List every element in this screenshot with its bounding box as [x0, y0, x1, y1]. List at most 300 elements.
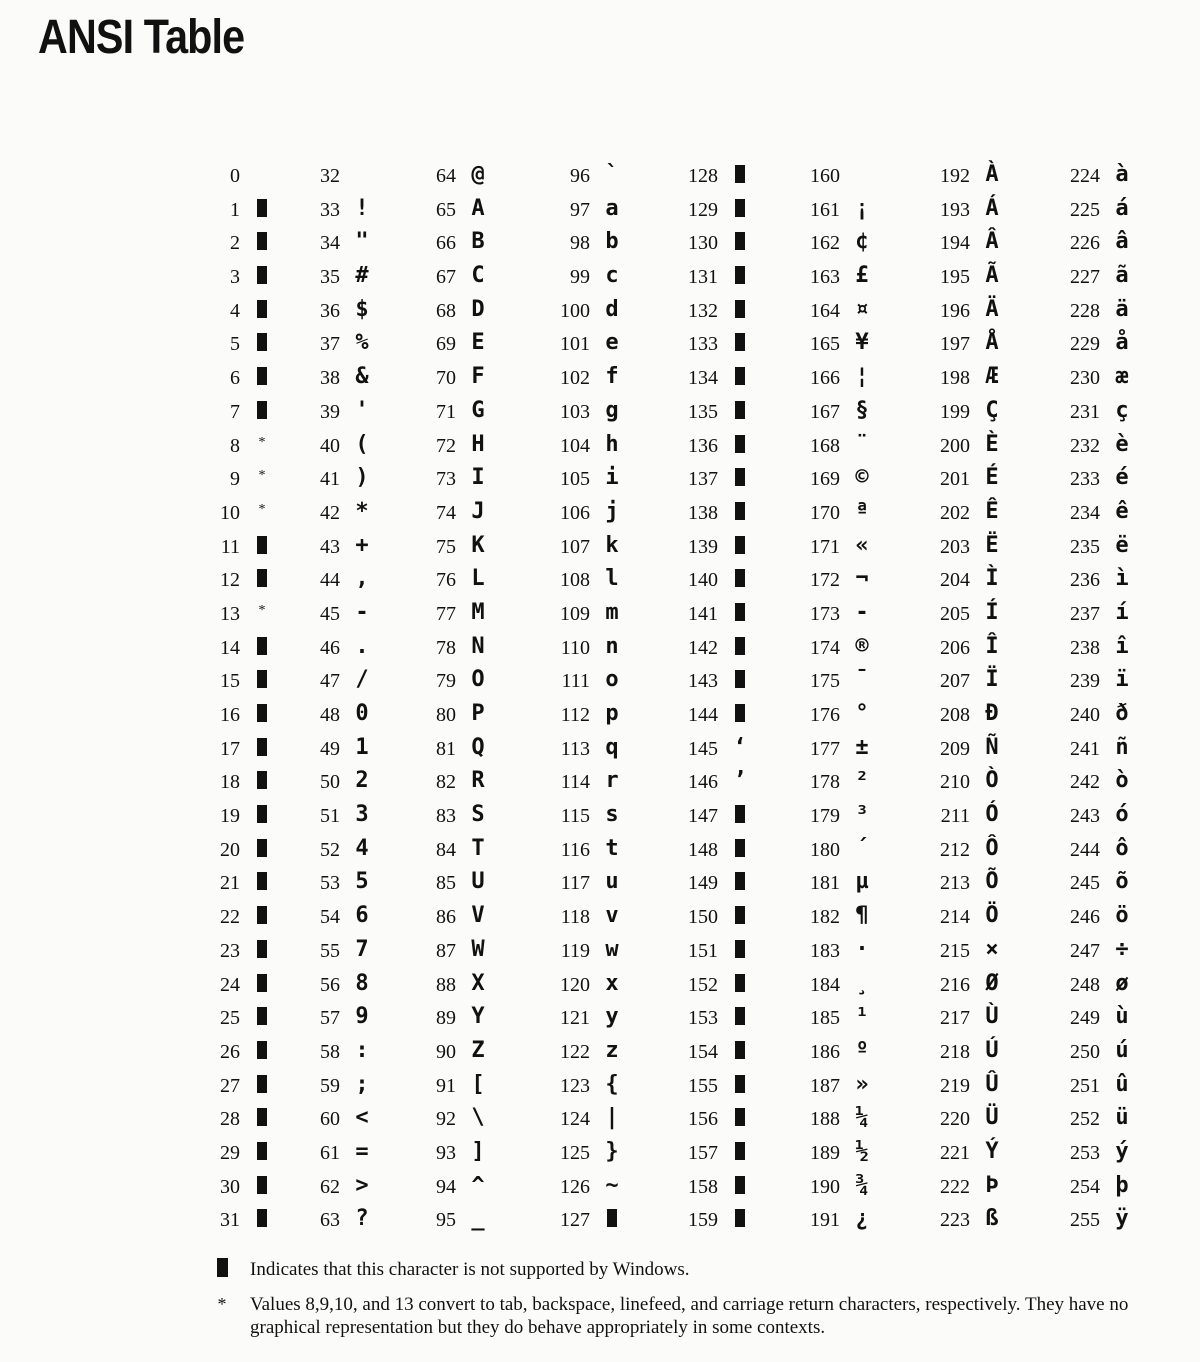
- unsupported-marker-icon: [212, 1258, 232, 1279]
- char-code: 52: [320, 838, 340, 861]
- char-code: 246: [1070, 906, 1100, 929]
- char-glyph: Æ: [985, 364, 999, 390]
- char-code: 29: [220, 1141, 240, 1164]
- char-code: 184: [810, 973, 840, 996]
- table-row: [1050, 295, 1200, 329]
- table-row: [1050, 699, 1200, 733]
- char-glyph: ±: [855, 734, 869, 760]
- char-code: 9: [230, 468, 240, 491]
- unsupported-char-icon: [248, 1105, 276, 1131]
- table-column: [1050, 160, 1200, 1238]
- char-glyph: |: [605, 1105, 619, 1131]
- char-code: 45: [320, 602, 340, 625]
- char-glyph: 9: [355, 1004, 369, 1030]
- char-code: 48: [320, 704, 340, 726]
- char-code: 108: [560, 569, 590, 592]
- char-code: 49: [320, 737, 340, 760]
- char-code: 8: [230, 434, 240, 457]
- char-glyph: î: [1115, 633, 1129, 659]
- char-glyph: N: [471, 633, 485, 659]
- char-code: 76: [436, 569, 456, 592]
- char-code: 89: [436, 1007, 456, 1030]
- char-code: 183: [810, 939, 840, 962]
- char-glyph: °: [855, 701, 869, 726]
- char-glyph: (: [355, 431, 369, 457]
- unsupported-char-icon: [726, 1206, 754, 1232]
- char-code: 167: [810, 400, 840, 423]
- char-glyph: ¨: [855, 431, 869, 457]
- char-code: 127: [560, 1209, 590, 1232]
- char-code: 97: [570, 198, 590, 221]
- char-code: 57: [320, 1007, 340, 1030]
- char-glyph: s: [605, 802, 619, 828]
- unsupported-char-icon: [248, 1206, 276, 1232]
- char-code: 208: [940, 704, 970, 726]
- char-glyph: J: [471, 498, 485, 524]
- legend-unsupported-text: Indicates that this character is not supported by Windows.: [250, 1259, 690, 1280]
- char-code: 226: [1070, 232, 1100, 255]
- char-glyph: *: [258, 501, 266, 517]
- char-glyph: 0: [355, 701, 369, 726]
- unsupported-char-icon: [248, 229, 276, 255]
- char-glyph: U: [471, 869, 485, 895]
- char-glyph: æ: [1115, 364, 1129, 390]
- char-glyph: D: [471, 296, 485, 322]
- char-glyph: :: [355, 1037, 369, 1063]
- unsupported-char-icon: [726, 600, 754, 626]
- char-code: 50: [320, 771, 340, 794]
- char-glyph: ÷: [1115, 936, 1129, 962]
- char-glyph: Î: [985, 633, 999, 659]
- char-code: 162: [810, 232, 840, 255]
- char-glyph: â: [1115, 229, 1129, 255]
- char-code: 223: [940, 1209, 970, 1232]
- char-code: 132: [688, 299, 718, 322]
- unsupported-char-icon: [726, 364, 754, 390]
- char-glyph: ï: [1115, 667, 1129, 693]
- unsupported-char-icon: [726, 1173, 754, 1199]
- unsupported-char-icon: [726, 398, 754, 424]
- char-code: 180: [810, 838, 840, 861]
- unsupported-char-icon: [598, 1206, 626, 1232]
- char-code: 68: [436, 299, 456, 322]
- char-code: 229: [1070, 333, 1100, 356]
- unsupported-char-icon: [248, 836, 276, 862]
- char-glyph: Ù: [985, 1004, 999, 1030]
- char-code: 168: [810, 434, 840, 457]
- table-row: [1050, 766, 1200, 800]
- char-code: 91: [436, 1074, 456, 1097]
- char-code: 64: [436, 165, 456, 187]
- char-code: 21: [220, 872, 240, 895]
- char-code: 201: [940, 468, 970, 491]
- char-code: 216: [940, 973, 970, 996]
- unsupported-char-icon: [726, 802, 754, 828]
- char-code: 195: [940, 266, 970, 289]
- char-glyph: *: [355, 498, 369, 524]
- unsupported-char-icon: [248, 1072, 276, 1098]
- char-code: 90: [436, 1040, 456, 1063]
- char-glyph: I: [471, 465, 485, 491]
- char-glyph: F: [471, 364, 485, 390]
- char-code: 51: [320, 805, 340, 828]
- char-code: 164: [810, 299, 840, 322]
- unsupported-char-icon: [248, 869, 276, 895]
- char-code: 158: [688, 1175, 718, 1198]
- char-code: 203: [940, 535, 970, 558]
- char-code: 110: [560, 636, 590, 659]
- char-glyph: w: [605, 936, 619, 962]
- unsupported-char-icon: [726, 263, 754, 289]
- table-row: [1050, 463, 1200, 497]
- char-code: 141: [688, 602, 718, 625]
- char-code: 55: [320, 939, 340, 962]
- char-code: 186: [810, 1040, 840, 1063]
- char-code: 11: [220, 535, 240, 558]
- char-code: 46: [320, 636, 340, 659]
- char-glyph: ©: [855, 465, 869, 491]
- char-code: 79: [436, 670, 456, 693]
- char-code: 86: [436, 906, 456, 929]
- char-glyph: Õ: [985, 869, 999, 895]
- char-glyph: ,: [355, 566, 369, 592]
- char-code: 70: [436, 367, 456, 390]
- char-code: 219: [940, 1074, 970, 1097]
- char-code: 35: [320, 266, 340, 289]
- char-glyph: A: [471, 195, 485, 221]
- char-glyph: /: [355, 667, 369, 693]
- char-code: 98: [570, 232, 590, 255]
- char-code: 62: [320, 1175, 340, 1198]
- char-code: 20: [220, 838, 240, 861]
- char-code: 122: [560, 1040, 590, 1063]
- char-code: 224: [1070, 165, 1100, 187]
- char-glyph: 6: [355, 903, 369, 929]
- char-glyph: Ê: [985, 498, 999, 524]
- table-row: [1050, 497, 1200, 531]
- unsupported-char-icon: [726, 196, 754, 222]
- char-code: 101: [560, 333, 590, 356]
- char-code: 217: [940, 1007, 970, 1030]
- table-row: [1050, 935, 1200, 969]
- char-code: 82: [436, 771, 456, 794]
- legend-unsupported: [212, 1258, 1162, 1281]
- table-row: [1050, 733, 1200, 767]
- char-glyph: ê: [1115, 498, 1129, 524]
- char-glyph: ®: [855, 633, 869, 659]
- char-code: 225: [1070, 198, 1100, 221]
- char-code: 131: [688, 266, 718, 289]
- char-code: 31: [220, 1209, 240, 1232]
- char-glyph: R: [471, 768, 485, 794]
- char-glyph: 5: [355, 869, 369, 895]
- unsupported-char-icon: [726, 162, 754, 188]
- char-code: 41: [320, 468, 340, 491]
- char-glyph: û: [1115, 1071, 1129, 1097]
- char-code: 240: [1070, 704, 1100, 726]
- char-glyph: ’: [733, 768, 747, 794]
- unsupported-char-icon: [248, 263, 276, 289]
- char-glyph: n: [605, 633, 619, 659]
- char-code: 137: [688, 468, 718, 491]
- char-code: 4: [230, 299, 240, 322]
- char-code: 214: [940, 906, 970, 929]
- char-glyph: í: [1115, 599, 1129, 625]
- char-glyph: å: [1115, 330, 1129, 356]
- char-glyph: K: [471, 532, 485, 558]
- char-glyph: 7: [355, 936, 369, 962]
- char-glyph: 1: [355, 734, 369, 760]
- char-code: 241: [1070, 737, 1100, 760]
- char-code: 211: [940, 805, 970, 828]
- char-code: 204: [940, 569, 970, 592]
- char-glyph: ½: [855, 1138, 869, 1164]
- char-code: 100: [560, 299, 590, 322]
- char-code: 105: [560, 468, 590, 491]
- char-code: 243: [1070, 805, 1100, 828]
- legend-control-chars: [212, 1293, 1162, 1339]
- char-code: 99: [570, 266, 590, 289]
- char-code: 92: [436, 1108, 456, 1131]
- char-glyph: y: [605, 1004, 619, 1030]
- char-glyph: ß: [985, 1206, 999, 1232]
- char-glyph: ²: [855, 768, 869, 794]
- char-code: 23: [220, 939, 240, 962]
- unsupported-char-icon: [248, 735, 276, 761]
- unsupported-char-icon: [726, 634, 754, 660]
- page-title: ANSI Table: [38, 11, 245, 64]
- char-glyph: ³: [855, 802, 869, 828]
- char-glyph: ¡: [855, 195, 869, 221]
- char-code: 152: [688, 973, 718, 996]
- char-code: 61: [320, 1141, 340, 1164]
- char-code: 96: [570, 165, 590, 187]
- char-code: 199: [940, 400, 970, 423]
- char-glyph: B: [471, 229, 485, 255]
- char-code: 118: [560, 906, 590, 929]
- char-glyph: ¬: [855, 566, 869, 592]
- char-glyph: Â: [985, 229, 999, 255]
- char-code: 147: [688, 805, 718, 828]
- char-glyph: Ï: [985, 667, 999, 693]
- char-code: 80: [436, 704, 456, 726]
- table-row: [1050, 362, 1200, 396]
- char-code: 248: [1070, 973, 1100, 996]
- char-code: 254: [1070, 1175, 1100, 1198]
- char-glyph: ": [355, 229, 369, 255]
- char-code: 212: [940, 838, 970, 861]
- char-glyph: }: [605, 1138, 619, 1164]
- char-code: 160: [810, 165, 840, 187]
- char-code: 200: [940, 434, 970, 457]
- char-code: 135: [688, 400, 718, 423]
- char-code: 123: [560, 1074, 590, 1097]
- table-row: [1050, 531, 1200, 565]
- char-code: 166: [810, 367, 840, 390]
- char-glyph: À: [985, 162, 999, 187]
- char-code: 33: [320, 198, 340, 221]
- char-code: 161: [810, 198, 840, 221]
- char-code: 169: [810, 468, 840, 491]
- char-glyph: o: [605, 667, 619, 693]
- char-code: 32: [320, 165, 340, 187]
- unsupported-char-icon: [726, 533, 754, 559]
- unsupported-char-icon: [726, 1072, 754, 1098]
- char-glyph: i: [605, 465, 619, 491]
- char-code: 116: [560, 838, 590, 861]
- char-code: 88: [436, 973, 456, 996]
- char-code: 155: [688, 1074, 718, 1097]
- char-code: 5: [230, 333, 240, 356]
- char-code: 218: [940, 1040, 970, 1063]
- unsupported-char-icon: [248, 1139, 276, 1165]
- char-code: 103: [560, 400, 590, 423]
- char-glyph: ×: [985, 936, 999, 962]
- unsupported-char-icon: [726, 432, 754, 458]
- char-glyph: è: [1115, 431, 1129, 457]
- char-code: 237: [1070, 602, 1100, 625]
- char-glyph: O: [471, 667, 485, 693]
- char-code: 177: [810, 737, 840, 760]
- char-code: 73: [436, 468, 456, 491]
- char-glyph: ù: [1115, 1004, 1129, 1030]
- char-glyph: $: [355, 296, 369, 322]
- char-code: 60: [320, 1108, 340, 1131]
- char-code: 143: [688, 670, 718, 693]
- char-glyph: _: [471, 1206, 485, 1232]
- char-glyph: 3: [355, 802, 369, 828]
- legend-control-chars-text: Values 8,9,10, and 13 convert to tab, backspace, linefeed, and carriage return characters, respectively. They have no graphical representation but they do behave appropriately in some contexts.: [250, 1294, 1129, 1338]
- char-code: 85: [436, 872, 456, 895]
- char-glyph: !: [355, 195, 369, 221]
- unsupported-char-icon: [248, 297, 276, 323]
- char-code: 128: [688, 165, 718, 187]
- char-glyph: «: [855, 532, 869, 558]
- char-code: 30: [220, 1175, 240, 1198]
- char-code: 198: [940, 367, 970, 390]
- char-code: 13: [220, 602, 240, 625]
- char-code: 210: [940, 771, 970, 794]
- char-code: 72: [436, 434, 456, 457]
- char-code: 109: [560, 602, 590, 625]
- char-glyph: q: [605, 734, 619, 760]
- char-code: 17: [220, 737, 240, 760]
- char-code: 207: [940, 670, 970, 693]
- char-glyph: ë: [1115, 532, 1129, 558]
- table-row: [1050, 1070, 1200, 1104]
- char-glyph: ¾: [855, 1172, 869, 1198]
- char-glyph: ô: [1115, 835, 1129, 861]
- char-code: 93: [436, 1141, 456, 1164]
- char-glyph: õ: [1115, 869, 1129, 895]
- char-code: 95: [436, 1209, 456, 1232]
- unsupported-char-icon: [726, 499, 754, 525]
- char-code: 84: [436, 838, 456, 861]
- char-code: 65: [436, 198, 456, 221]
- char-code: 215: [940, 939, 970, 962]
- char-code: 174: [810, 636, 840, 659]
- char-code: 231: [1070, 400, 1100, 423]
- char-glyph: ñ: [1115, 734, 1129, 760]
- char-glyph: Ö: [985, 903, 999, 929]
- table-row: [1050, 1137, 1200, 1171]
- table-row: [1050, 834, 1200, 868]
- table-row: [1050, 564, 1200, 598]
- table-row: [1050, 598, 1200, 632]
- char-glyph: Ñ: [985, 734, 999, 760]
- char-glyph: Ô: [985, 835, 999, 861]
- char-code: 165: [810, 333, 840, 356]
- char-glyph: b: [605, 229, 619, 255]
- char-code: 252: [1070, 1108, 1100, 1131]
- char-glyph: v: [605, 903, 619, 929]
- char-glyph: l: [605, 566, 619, 592]
- unsupported-char-icon: [248, 802, 276, 828]
- char-code: 171: [810, 535, 840, 558]
- char-glyph: Ø: [985, 970, 999, 996]
- char-code: 182: [810, 906, 840, 929]
- table-row: [1050, 1036, 1200, 1070]
- char-code: 126: [560, 1175, 590, 1198]
- char-code: 119: [560, 939, 590, 962]
- char-glyph: Ä: [985, 296, 999, 322]
- unsupported-char-icon: [248, 398, 276, 424]
- char-code: 117: [560, 872, 590, 895]
- char-code: 107: [560, 535, 590, 558]
- char-code: 19: [220, 805, 240, 828]
- char-glyph: ä: [1115, 296, 1129, 322]
- char-code: 83: [436, 805, 456, 828]
- char-glyph: -: [855, 599, 869, 625]
- char-glyph: *: [258, 434, 266, 450]
- char-code: 247: [1070, 939, 1100, 962]
- char-code: 38: [320, 367, 340, 390]
- char-code: 185: [810, 1007, 840, 1030]
- unsupported-char-icon: [726, 701, 754, 727]
- table-row: [1050, 1103, 1200, 1137]
- char-glyph: Ã: [985, 263, 999, 289]
- char-code: 133: [688, 333, 718, 356]
- char-code: 136: [688, 434, 718, 457]
- char-glyph: Q: [471, 734, 485, 760]
- char-glyph: ø: [1115, 970, 1129, 996]
- char-code: 39: [320, 400, 340, 423]
- unsupported-char-icon: [248, 566, 276, 592]
- char-glyph: ¢: [855, 229, 869, 255]
- char-glyph: ¥: [855, 330, 869, 356]
- char-code: 189: [810, 1141, 840, 1164]
- char-code: 42: [320, 501, 340, 524]
- char-glyph: ?: [355, 1206, 369, 1232]
- char-glyph: S: [471, 802, 485, 828]
- char-glyph: H: [471, 431, 485, 457]
- char-code: 44: [320, 569, 340, 592]
- char-glyph: <: [355, 1105, 369, 1131]
- char-code: 28: [220, 1108, 240, 1131]
- char-glyph: [: [471, 1071, 485, 1097]
- char-code: 230: [1070, 367, 1100, 390]
- char-glyph: m: [605, 599, 619, 625]
- char-code: 22: [220, 906, 240, 929]
- char-glyph: &: [355, 364, 369, 390]
- char-glyph: 4: [355, 835, 369, 861]
- char-code: 238: [1070, 636, 1100, 659]
- char-glyph: é: [1115, 465, 1129, 491]
- char-code: 78: [436, 636, 456, 659]
- char-glyph: %: [355, 330, 369, 356]
- char-code: 10: [220, 501, 240, 524]
- char-glyph: .: [355, 633, 369, 659]
